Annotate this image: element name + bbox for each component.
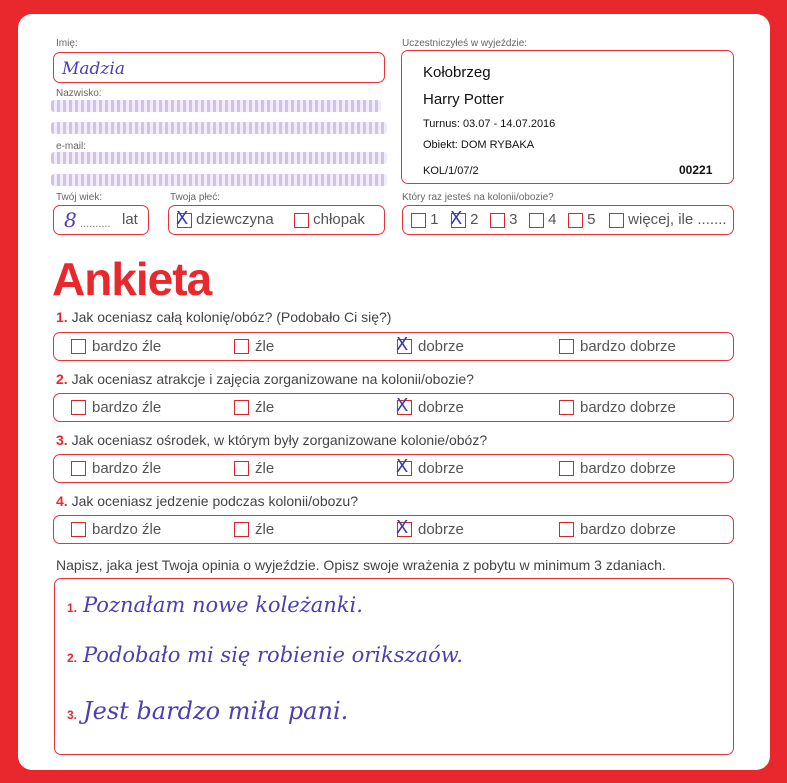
- trip-city: Kołobrzeg: [423, 64, 491, 81]
- trip-turnus: Turnus: 03.07 - 14.07.2016: [423, 118, 556, 130]
- q4-option-very-good[interactable]: bardzo dobrze: [559, 521, 676, 538]
- answers-1: [53, 332, 734, 361]
- gender-girl-checkbox[interactable]: X: [177, 213, 192, 228]
- times-option-4[interactable]: 4: [529, 211, 557, 228]
- first-name-label: Imię:: [56, 38, 78, 49]
- q4-very-bad-checkbox[interactable]: [71, 522, 86, 537]
- q3-option-very-good[interactable]: bardzo dobrze: [559, 460, 676, 477]
- times-4-checkbox[interactable]: [529, 213, 544, 228]
- gender-field: [168, 205, 385, 235]
- survey-title: Ankieta: [52, 253, 212, 305]
- trip-object: Obiekt: DOM RYBAKA: [423, 139, 535, 151]
- question-4: 4. Jak oceniasz jedzenie podczas kolonii/obozu?: [56, 493, 358, 509]
- opinion-line-3: 3. Jest bardzo miła pani.: [67, 697, 349, 725]
- opinion-prompt: Napisz, jaka jest Twoja opinia o wyjeździe. Opisz swoje wrażenia z pobytu w minimum 3 zdaniach.: [56, 557, 666, 573]
- q2-bad-checkbox[interactable]: [234, 400, 249, 415]
- times-option-1[interactable]: 1: [411, 211, 439, 228]
- q3-very-bad-checkbox[interactable]: [71, 461, 86, 476]
- q2-option-bad[interactable]: źle: [234, 399, 274, 416]
- times-2-checkbox[interactable]: X: [451, 213, 466, 228]
- trip-number: 00221: [679, 163, 713, 177]
- question-1: 1. Jak oceniasz całą kolonię/obóz? (Podobało Ci się?): [56, 309, 392, 325]
- q2-very-good-checkbox[interactable]: [559, 400, 574, 415]
- opinion-line-2: 2. Podobało mi się robienie orikszaów.: [67, 643, 463, 667]
- question-3: 3. Jak oceniasz ośrodek, w którym były zorganizowane kolonie/obóz?: [56, 432, 488, 448]
- q3-option-bad[interactable]: źle: [234, 460, 274, 477]
- trip-code: KOL/1/07/2: [423, 165, 479, 177]
- first-name-value: Madzia: [62, 59, 125, 79]
- gender-boy-checkbox[interactable]: [294, 213, 309, 228]
- q3-very-good-checkbox[interactable]: [559, 461, 574, 476]
- q2-good-checkbox[interactable]: X: [397, 400, 412, 415]
- q1-very-bad-checkbox[interactable]: [71, 339, 86, 354]
- q4-bad-checkbox[interactable]: [234, 522, 249, 537]
- q4-option-very-bad[interactable]: bardzo źle: [71, 521, 161, 538]
- gender-option-boy[interactable]: chłopak: [294, 211, 365, 228]
- gender-option-girl[interactable]: X dziewczyna: [176, 207, 274, 229]
- times-5-checkbox[interactable]: [568, 213, 583, 228]
- answers-4: [53, 515, 734, 544]
- q1-option-good[interactable]: X dobrze: [396, 333, 464, 355]
- redacted-email: [51, 152, 387, 164]
- gender-label: Twoja płeć:: [170, 192, 221, 203]
- age-unit: lat: [122, 211, 138, 228]
- times-option-2[interactable]: X 2: [450, 207, 479, 229]
- surname-label: Nazwisko:: [56, 88, 102, 99]
- answers-3: [53, 454, 734, 483]
- answers-2: [53, 393, 734, 422]
- times-label: Który raz jesteś na kolonii/obozie?: [402, 192, 554, 203]
- q1-bad-checkbox[interactable]: [234, 339, 249, 354]
- first-name-field[interactable]: [53, 52, 385, 83]
- times-3-checkbox[interactable]: [490, 213, 505, 228]
- q1-very-good-checkbox[interactable]: [559, 339, 574, 354]
- q4-good-checkbox[interactable]: X: [397, 522, 412, 537]
- redacted-email-2: [51, 174, 387, 186]
- q1-option-very-bad[interactable]: bardzo źle: [71, 338, 161, 355]
- age-dots: ..........: [80, 218, 111, 230]
- survey-sheet: [18, 14, 770, 770]
- times-more-checkbox[interactable]: [609, 213, 624, 228]
- q3-option-very-bad[interactable]: bardzo źle: [71, 460, 161, 477]
- q3-bad-checkbox[interactable]: [234, 461, 249, 476]
- opinion-textarea[interactable]: [54, 578, 734, 755]
- times-1-checkbox[interactable]: [411, 213, 426, 228]
- q2-option-very-good[interactable]: bardzo dobrze: [559, 399, 676, 416]
- q2-very-bad-checkbox[interactable]: [71, 400, 86, 415]
- q1-option-very-good[interactable]: bardzo dobrze: [559, 338, 676, 355]
- redacted-surname: [51, 100, 381, 112]
- age-label: Twój wiek:: [56, 192, 103, 203]
- q2-option-very-bad[interactable]: bardzo źle: [71, 399, 161, 416]
- trip-name: Harry Potter: [423, 91, 504, 108]
- q2-option-good[interactable]: X dobrze: [396, 394, 464, 416]
- times-option-5[interactable]: 5: [568, 211, 596, 228]
- question-2: 2. Jak oceniasz atrakcje i zajęcia zorganizowane na kolonii/obozie?: [56, 371, 474, 387]
- opinion-line-1: 1. Poznałam nowe koleżanki.: [67, 593, 363, 617]
- q1-option-bad[interactable]: źle: [234, 338, 274, 355]
- q3-good-checkbox[interactable]: X: [397, 461, 412, 476]
- q4-option-good[interactable]: X dobrze: [396, 516, 464, 538]
- redacted-surname-2: [51, 122, 387, 134]
- q1-good-checkbox[interactable]: X: [397, 339, 412, 354]
- q4-very-good-checkbox[interactable]: [559, 522, 574, 537]
- trip-ticket: [401, 50, 734, 184]
- q3-option-good[interactable]: X dobrze: [396, 455, 464, 477]
- times-option-3[interactable]: 3: [490, 211, 518, 228]
- times-option-more[interactable]: więcej, ile .......: [609, 211, 727, 228]
- email-label: e-mail:: [56, 141, 87, 152]
- q4-option-bad[interactable]: źle: [234, 521, 274, 538]
- trip-label: Uczestniczyłeś w wyjeździe:: [402, 38, 528, 49]
- age-field[interactable]: [53, 205, 149, 235]
- age-value: 8: [64, 208, 77, 232]
- times-field: [402, 205, 734, 235]
